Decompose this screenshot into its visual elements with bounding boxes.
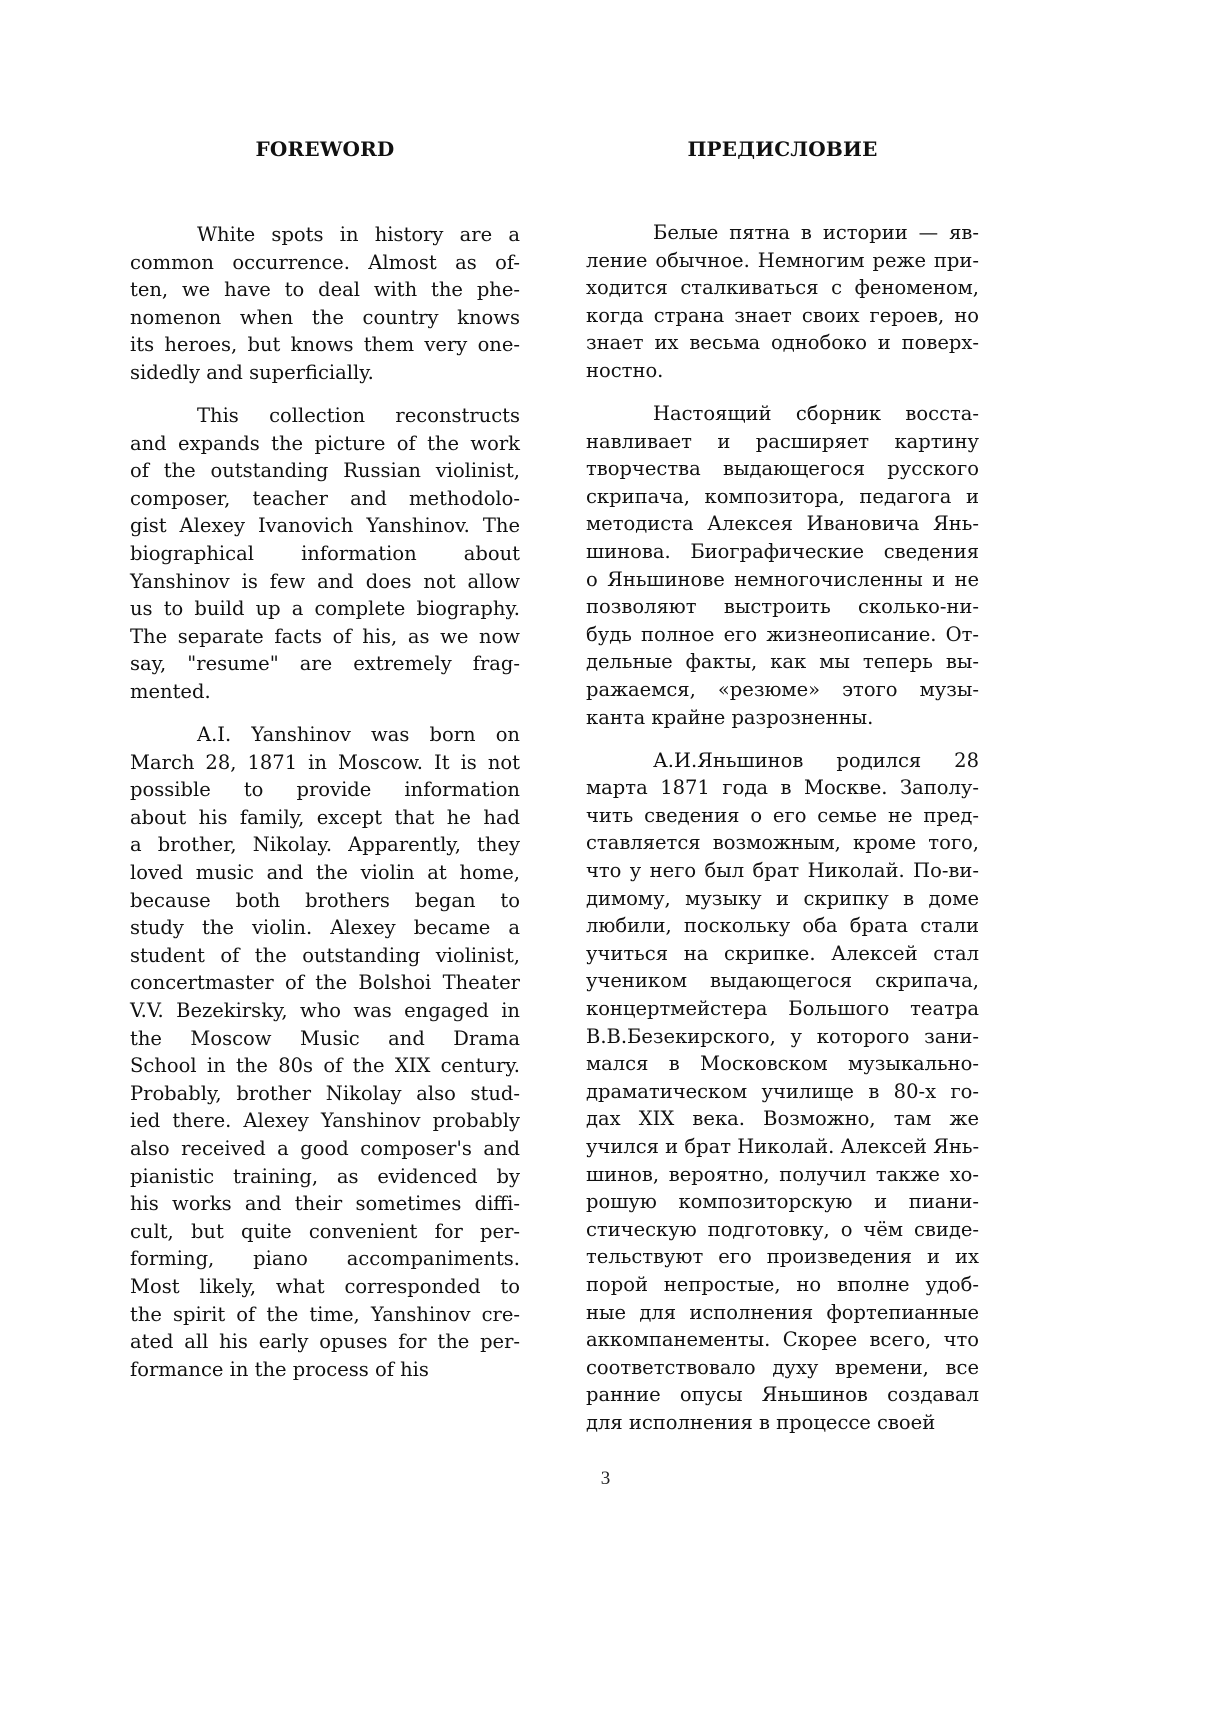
text-line: This collection reconstructs — [197, 404, 520, 428]
text-line: скрипача, композитора, педагога и — [586, 484, 979, 508]
paragraph — [130, 402, 520, 706]
text-line: соответствовало духу времени, все — [586, 1355, 979, 1379]
text-line: ated all his early opuses for the per- — [130, 1330, 520, 1354]
text-line: для исполнения в процессе своей — [586, 1410, 936, 1434]
text-line: драматическом училище в 80-х го- — [586, 1079, 979, 1103]
text-line: Белые пятна в истории — яв- — [653, 221, 979, 244]
text-line: творчества выдающегося русского — [586, 457, 979, 481]
paragraph-gap — [130, 706, 520, 722]
text-line: мался в Московском музыкально- — [586, 1052, 979, 1076]
text-line: Настоящий сборник восста- — [653, 402, 979, 426]
text-line: School in the 80s of the XIX century. — [130, 1054, 520, 1078]
text-line: позволяют выстроить сколько-ни- — [586, 595, 979, 619]
text-line: a brother, Nikolay. Apparently, they — [130, 833, 520, 857]
text-line: its heroes, but knows them very one- — [130, 333, 520, 357]
text-line: formance in the process of his — [130, 1357, 429, 1381]
text-line: методиста Алексея Ивановича Янь- — [586, 512, 979, 536]
text-line: знает их весьма однобоко и поверх- — [586, 331, 979, 355]
foreword-heading: FOREWORD — [255, 137, 395, 161]
text-line: ранние опусы Яньшинов создавал — [586, 1383, 979, 1407]
paragraph — [586, 747, 979, 1437]
text-line: дах XIX века. Возможно, там же — [586, 1107, 979, 1131]
text-line: student of the outstanding violinist, — [130, 943, 520, 967]
paragraph-gap — [586, 385, 979, 401]
text-line: дельные факты, как мы теперь вы- — [586, 650, 979, 674]
text-line: study the violin. Alexey became a — [130, 916, 520, 940]
text-line: about his family, except that he had — [130, 805, 520, 829]
text-line: ied there. Alexey Yanshinov probably — [130, 1109, 520, 1133]
text-line: ные для исполнения фортепианные — [586, 1300, 979, 1324]
text-line: biographical information about — [130, 542, 520, 566]
text-line: March 28, 1871 in Moscow. It is not — [130, 750, 520, 774]
text-line: стическую подготовку, о чём свиде- — [586, 1217, 979, 1241]
text-line: The separate facts of his, as we now — [130, 624, 520, 648]
text-line: nomenon when the country knows — [130, 305, 520, 329]
text-line: В.В.Безекирского, у которого зани- — [586, 1024, 979, 1048]
text-line: чить сведения о его семье не пред- — [586, 803, 979, 827]
text-line: pianistic training, as evidenced by — [130, 1164, 520, 1188]
text-line: because both brothers began to — [130, 888, 520, 912]
text-line: forming, piano accompaniments. — [130, 1247, 520, 1271]
text-line: sidedly and superficially. — [130, 360, 374, 384]
text-line: gist Alexey Ivanovich Yanshinov. The — [130, 514, 520, 538]
text-line: and expands the picture of the work — [130, 431, 520, 455]
text-line: Probably, brother Nikolay also stud- — [130, 1081, 520, 1105]
text-line: учился и брат Николай. Алексей Янь- — [586, 1135, 980, 1158]
text-line: his works and their sometimes diffi- — [130, 1192, 520, 1216]
page-number: 3 — [600, 1468, 611, 1489]
text-line: учеником выдающегося скрипача, — [586, 969, 979, 993]
paragraph-gap — [586, 731, 979, 747]
text-line: ходится сталкиваться с феноменом, — [586, 276, 979, 300]
english-body — [130, 221, 520, 1383]
text-line: ностно. — [586, 358, 664, 382]
text-line: будь полное его жизнеописание. От- — [586, 622, 979, 646]
text-line: шинова. Биографические сведения — [586, 540, 979, 564]
text-line: the Moscow Music and Drama — [130, 1026, 520, 1050]
predislovie-heading: ПРЕДИСЛОВИЕ — [687, 137, 878, 161]
text-line: А.И.Яньшинов родился 28 — [653, 748, 979, 772]
paragraph — [586, 219, 979, 385]
text-line: димому, музыку и скрипку в доме — [586, 886, 979, 910]
text-line: the spirit of the time, Yanshinov cre- — [130, 1302, 520, 1326]
text-line: аккомпанементы. Скорее всего, что — [586, 1328, 979, 1352]
text-line: ражаемся, «резюме» этого музы- — [586, 678, 979, 701]
text-line: of the outstanding Russian violinist, — [130, 459, 520, 483]
text-line: навливает и расширяет картину — [586, 429, 979, 453]
text-line: common occurrence. Almost as of- — [130, 250, 520, 274]
paragraph-gap — [130, 387, 520, 403]
text-line: ten, we have to deal with the phe- — [130, 278, 520, 302]
text-line: порой непростые, но вполне удоб- — [586, 1272, 979, 1296]
text-line: тельствуют его произведения и их — [586, 1245, 979, 1269]
russian-body — [586, 219, 979, 1437]
text-line: cult, but quite convenient for per- — [130, 1219, 520, 1243]
text-line: любили, поскольку оба брата стали — [586, 914, 979, 938]
text-line: also received a good composer's and — [130, 1137, 520, 1160]
text-line: White spots in history are a — [197, 223, 520, 246]
text-line: шинов, вероятно, получил также хо- — [586, 1162, 979, 1186]
text-line: possible to provide information — [130, 778, 520, 802]
text-line: composer, teacher and methodolo- — [130, 486, 520, 510]
text-line: loved music and the violin at home, — [130, 861, 520, 885]
paragraph — [130, 721, 520, 1383]
text-line: ставляется возможным, кроме того, — [586, 831, 979, 855]
paragraph — [130, 221, 520, 387]
text-line: Yanshinov is few and does not allow — [130, 569, 520, 593]
text-line: о Яньшинове немногочисленны и не — [586, 567, 979, 591]
text-line: когда страна знает своих героев, но — [586, 303, 979, 327]
text-line: us to build up a complete biography. — [130, 597, 520, 621]
text-line: ление обычное. Немногим реже при- — [586, 248, 979, 272]
text-line: concertmaster of the Bolshoi Theater — [130, 971, 520, 995]
text-line: что у него был брат Николай. По-ви- — [586, 859, 979, 883]
text-line: A.I. Yanshinov was born on — [197, 723, 520, 747]
text-line: концертмейстера Большого театра — [586, 997, 979, 1021]
text-line: марта 1871 года в Москве. Заполу- — [586, 776, 979, 800]
text-line: say, "resume" are extremely frag- — [130, 652, 520, 676]
text-line: рошую композиторскую и пиани- — [586, 1190, 979, 1214]
paragraph — [586, 400, 979, 731]
text-line: учиться на скрипке. Алексей стал — [586, 941, 979, 965]
text-line: V.V. Bezekirsky, who was engaged in — [130, 999, 520, 1023]
text-line: канта крайне разрозненны. — [586, 705, 874, 729]
text-line: mented. — [130, 680, 211, 703]
text-line: Most likely, what corresponded to — [130, 1274, 520, 1298]
